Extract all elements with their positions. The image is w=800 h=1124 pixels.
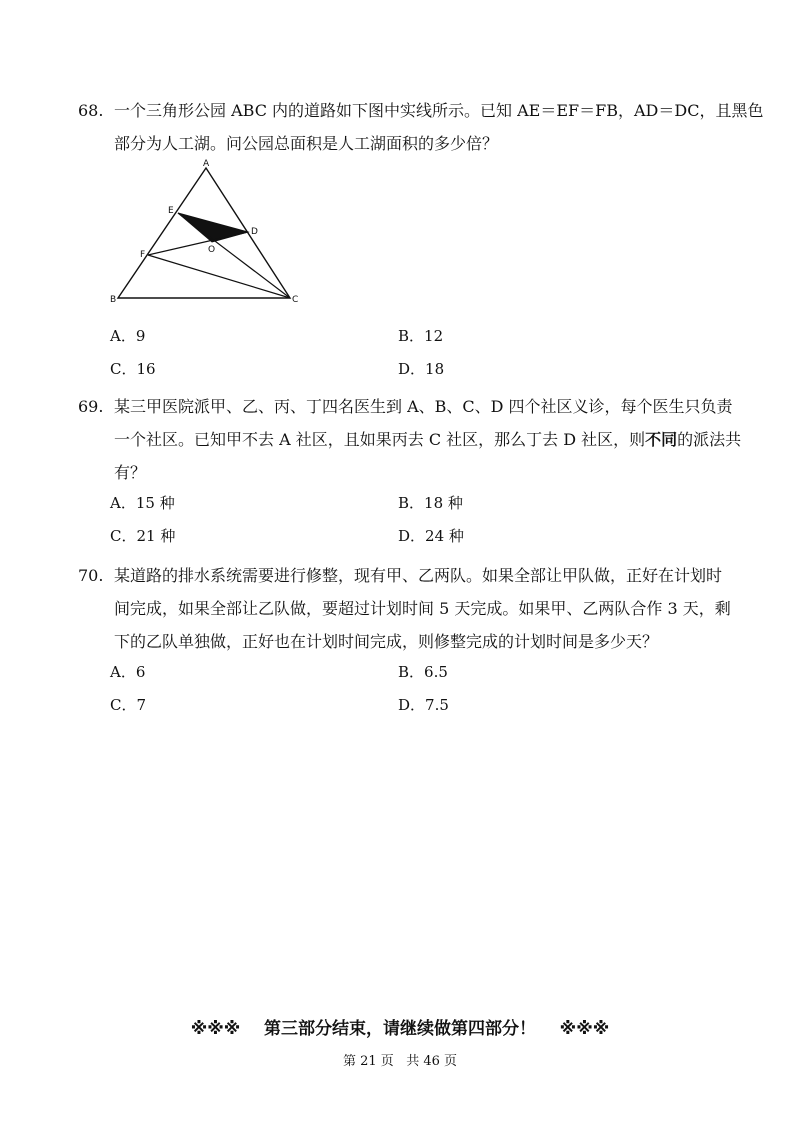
question-68 [78,94,764,160]
question-70 [78,559,731,658]
option-b: B．6.5 [398,663,448,681]
question-text-line: 某三甲医院派甲、乙、丙、丁四名医生到 A、B、C、D 四个社区义诊，每个医生只负责 [114,397,733,416]
section-end-banner: ※※※ 第三部分结束，请继续做第四部分！ ※※※ [190,1019,610,1039]
option-b: B．18 种 [398,494,463,512]
question-text-line: 一个三角形公园 ABC 内的道路如下图中实线所示。已知 AE＝EF＝FB，AD＝DC，且黑色 [114,101,764,120]
question-number: 69. [78,397,104,416]
option-b: B．12 [398,327,444,345]
vertex-label-c: C [292,295,299,305]
option-c: C．16 [110,360,156,378]
question-69 [78,390,742,489]
option-d: D．24 种 [398,527,464,545]
option-d: D．18 [398,360,445,378]
triangle-park-diagram [108,158,308,306]
question-text-line: 间完成，如果全部让乙队做，要超过计划时间 5 天完成。如果甲、乙两队合作 3 天，剩 [114,599,731,618]
question-text-line: 部分为人工湖。问公园总面积是人工湖面积的多少倍？ [114,134,499,153]
question-text-line: 有？ [114,463,147,482]
option-d: D．7.5 [398,696,449,714]
option-a: A．6 [110,663,146,681]
question-text-segment: 的派法共 [677,430,742,449]
question-number: 70. [78,566,104,585]
question-text-line: 某道路的排水系统需要进行修整，现有甲、乙两队。如果全部让甲队做，正好在计划时 [114,566,723,585]
page-footer: 第 21 页 共 46 页 [342,1054,457,1069]
option-c: C．7 [110,696,147,714]
vertex-label-b: B [110,295,117,305]
point-label-f: F [140,250,146,260]
option-a: A．9 [110,327,146,345]
point-label-o: O [208,245,216,255]
question-text-segment: 一个社区。已知甲不去 A 社区，且如果丙去 C 社区，那么丁去 D 社区，则 [114,430,646,449]
emphasis-text: 不同 [645,430,678,449]
question-text-line: 下的乙队单独做，正好也在计划时间完成，则修整完成的计划时间是多少天？ [114,632,659,651]
point-label-d: D [251,227,258,237]
vertex-label-a: A [203,159,210,169]
point-label-e: E [168,206,174,216]
question-text-line-2 [78,423,742,456]
option-a: A．15 种 [110,494,175,512]
option-c: C．21 种 [110,527,176,545]
question-number: 68. [78,101,104,120]
